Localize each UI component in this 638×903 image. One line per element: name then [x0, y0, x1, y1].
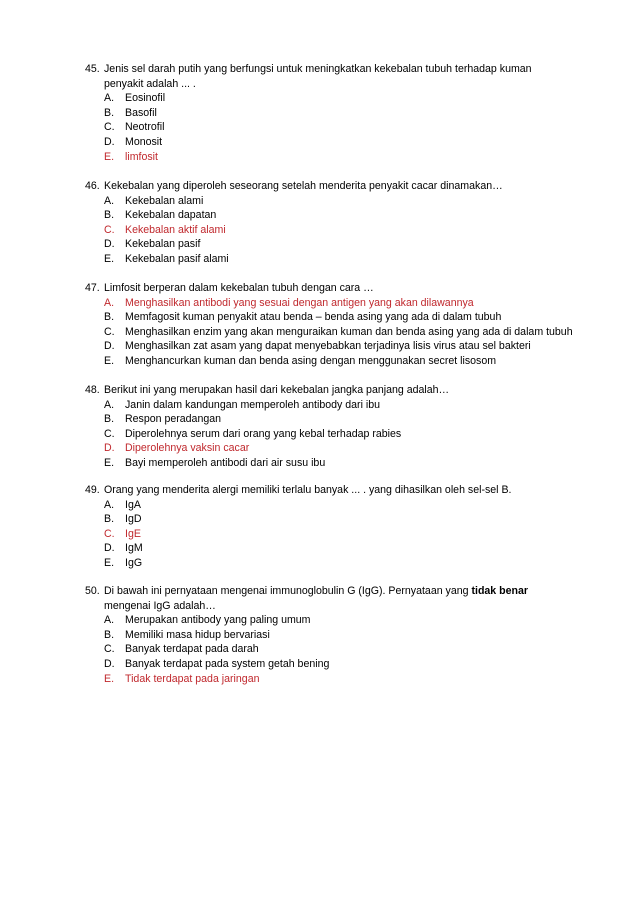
answer-option — [85, 325, 595, 340]
answer-option-correct — [85, 527, 595, 542]
answer-option — [85, 642, 595, 657]
option-letter: D. — [104, 135, 115, 148]
option-text: Menghasilkan antibodi yang sesuai dengan antigen yang akan dilawannya — [125, 296, 474, 309]
question-45 — [85, 62, 595, 164]
option-text: Janin dalam kandungan memperoleh antibody dari ibu — [125, 398, 381, 411]
question-text: Berikut ini yang merupakan hasil dari kekebalan jangka panjang adalah… — [104, 384, 450, 396]
answer-option — [85, 208, 595, 223]
option-letter: A. — [104, 92, 115, 105]
question-49 — [85, 483, 595, 571]
option-text: Banyak terdapat pada darah — [125, 643, 259, 656]
question-text-plain: Di bawah ini pernyataan mengenai immunoglobulin G (IgG). Pernyataan yang — [104, 585, 472, 597]
question-text: Limfosit berperan dalam kekebalan tubuh dengan cara … — [104, 282, 374, 294]
question-text-continued: mengenai IgG adalah… — [104, 599, 216, 612]
option-letter: E. — [104, 672, 115, 685]
option-text: Kekebalan dapatan — [125, 209, 217, 222]
option-letter: B. — [104, 413, 115, 426]
option-letter: A. — [104, 296, 115, 309]
option-letter: A. — [104, 498, 115, 511]
option-text: Merupakan antibody yang paling umum — [125, 614, 311, 627]
option-text: IgA — [125, 498, 141, 511]
option-letter: C. — [104, 643, 115, 656]
option-letter: D. — [104, 542, 115, 555]
answer-option — [85, 237, 595, 252]
question-text-emphasis: tidak benar — [471, 585, 528, 597]
answer-option — [85, 512, 595, 527]
option-letter: A. — [104, 194, 115, 207]
answer-option-correct — [85, 441, 595, 456]
answer-option-correct — [85, 672, 595, 687]
answer-option — [85, 628, 595, 643]
option-letter: B. — [104, 513, 115, 526]
option-letter: A. — [104, 398, 115, 411]
option-letter: B. — [104, 209, 115, 222]
answer-option — [85, 541, 595, 556]
option-list — [85, 194, 595, 267]
option-text: Tidak terdapat pada jaringan — [125, 672, 260, 685]
option-text: Diperolehnya serum dari orang yang kebal terhadap rabies — [125, 427, 402, 440]
answer-option — [85, 657, 595, 672]
option-text: IgM — [125, 542, 143, 555]
option-text: Kekebalan pasif alami — [125, 252, 229, 265]
option-text: Basofil — [125, 106, 157, 119]
option-letter: D. — [104, 442, 115, 455]
answer-option-correct — [85, 150, 595, 165]
answer-option — [85, 252, 595, 267]
question-47 — [85, 281, 595, 369]
option-text: Kekebalan alami — [125, 194, 204, 207]
option-letter: E. — [104, 252, 115, 265]
option-text: Eosinofil — [125, 92, 166, 105]
answer-option — [85, 194, 595, 209]
question-text — [104, 584, 595, 599]
question-50 — [85, 584, 595, 686]
option-list — [85, 613, 595, 686]
question-number: 46. — [85, 180, 100, 192]
answer-option — [85, 339, 595, 354]
option-letter: C. — [104, 325, 115, 338]
answer-option-correct — [85, 296, 595, 311]
option-list — [85, 296, 595, 369]
answer-option — [85, 120, 595, 135]
option-list — [85, 398, 595, 471]
option-letter: C. — [104, 121, 115, 134]
option-letter: D. — [104, 238, 115, 251]
answer-option — [85, 456, 595, 471]
option-text: Neotrofil — [125, 121, 165, 134]
answer-option — [85, 613, 595, 628]
answer-option — [85, 556, 595, 571]
question-text: Orang yang menderita alergi memiliki terlalu banyak ... . yang dihasilkan oleh sel-sel B. — [104, 484, 512, 496]
option-text: IgD — [125, 513, 142, 526]
question-number: 47. — [85, 282, 100, 294]
option-text: IgG — [125, 556, 143, 569]
question-number: 50. — [85, 585, 100, 597]
option-letter: B. — [104, 628, 115, 641]
option-text: Diperolehnya vaksin cacar — [125, 442, 250, 455]
option-letter: E. — [104, 150, 115, 163]
option-list — [85, 498, 595, 571]
answer-option — [85, 427, 595, 442]
answer-option — [85, 398, 595, 413]
question-line — [85, 281, 595, 296]
option-letter: E. — [104, 456, 115, 469]
option-text: Respon peradangan — [125, 413, 222, 426]
answer-option — [85, 310, 595, 325]
option-text: Banyak terdapat pada system getah bening — [125, 657, 330, 670]
option-letter: C. — [104, 223, 115, 236]
option-text: Kekebalan aktif alami — [125, 223, 226, 236]
option-text: Menghasilkan zat asam yang dapat menyebabkan terjadinya lisis virus atau sel bakteri — [125, 340, 531, 353]
answer-option — [85, 354, 595, 369]
question-48 — [85, 383, 595, 471]
option-letter: E. — [104, 556, 115, 569]
option-letter: C. — [104, 527, 115, 540]
answer-option — [85, 498, 595, 513]
option-text: Menghancurkan kuman dan benda asing dengan menggunakan secret lisosom — [125, 354, 497, 367]
option-text: limfosit — [125, 150, 158, 163]
question-line — [85, 483, 595, 498]
option-letter: B. — [104, 106, 115, 119]
question-text: Jenis sel darah putih yang berfungsi untuk meningkatkan kekebalan tubuh terhadap kuman — [104, 63, 532, 75]
question-text: Kekebalan yang diperoleh seseorang setelah menderita penyakit cacar dinamakan… — [104, 180, 503, 192]
option-list — [85, 91, 595, 164]
option-letter: D. — [104, 340, 115, 353]
answer-option-correct — [85, 223, 595, 238]
question-46 — [85, 179, 595, 267]
question-line — [85, 383, 595, 398]
option-letter: B. — [104, 311, 115, 324]
option-letter: A. — [104, 614, 115, 627]
answer-option — [85, 135, 595, 150]
option-text: Bayi memperoleh antibodi dari air susu ibu — [125, 456, 326, 469]
option-text: Memiliki masa hidup bervariasi — [125, 628, 270, 641]
question-number: 48. — [85, 384, 100, 396]
option-letter: C. — [104, 427, 115, 440]
question-number: 49. — [85, 484, 100, 496]
question-line — [85, 584, 595, 599]
answer-option — [85, 91, 595, 106]
question-line — [85, 179, 595, 194]
option-text: Monosit — [125, 135, 163, 148]
question-text-continued: penyakit adalah ... . — [104, 77, 196, 90]
answer-option — [85, 412, 595, 427]
question-number: 45. — [85, 63, 100, 75]
option-text: Memfagosit kuman penyakit atau benda – benda asing yang ada di dalam tubuh — [125, 311, 502, 324]
option-text: IgE — [125, 527, 141, 540]
option-text: Kekebalan pasif — [125, 238, 201, 251]
answer-option — [85, 106, 595, 121]
question-line — [85, 62, 595, 77]
option-letter: D. — [104, 657, 115, 670]
option-text: Menghasilkan enzim yang akan menguraikan kuman dan benda asing yang ada di dalam tubuh — [125, 325, 573, 338]
option-letter: E. — [104, 354, 115, 367]
